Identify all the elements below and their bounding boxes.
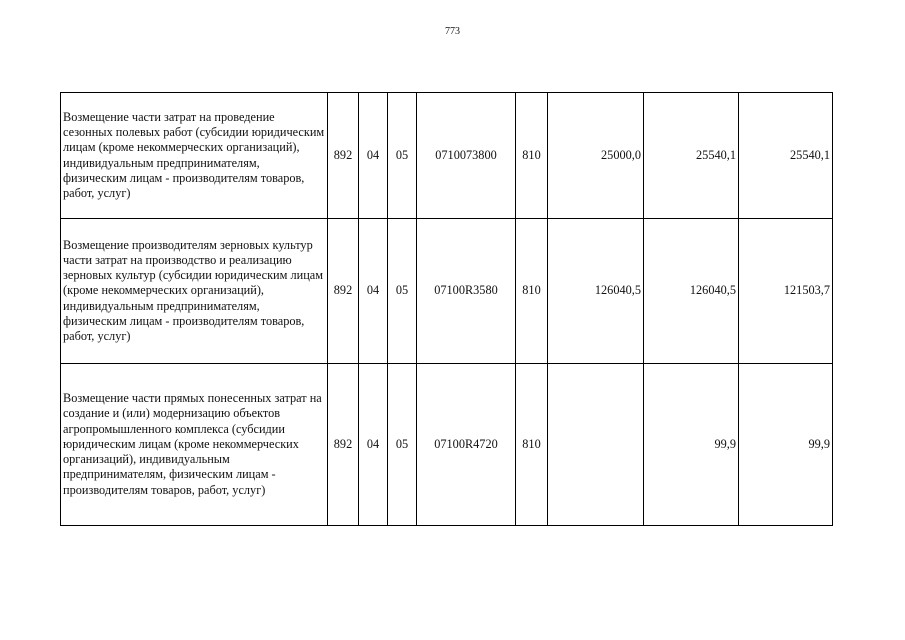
grbs-code: 892 — [328, 93, 359, 219]
row-description: Возмещение части затрат на проведение сезонных полевых работ (субсидии юридическим лицам (кроме некоммерческих организаций), индивидуальным предпринимателям, физическим лицам - производителям товаров, работ, услуг) — [61, 93, 328, 219]
grbs-code: 892 — [328, 364, 359, 526]
target-article-code: 07100R3580 — [417, 219, 516, 364]
page-number: 773 — [445, 26, 460, 37]
section-code: 04 — [359, 93, 388, 219]
target-article-code: 0710073800 — [417, 93, 516, 219]
expense-type-code: 810 — [516, 93, 548, 219]
table-row — [61, 219, 833, 364]
subsection-code: 05 — [388, 219, 417, 364]
amount-year-2: 99,9 — [644, 364, 739, 526]
table-row — [61, 93, 833, 219]
amount-year-1: 25000,0 — [548, 93, 644, 219]
amount-year-3: 99,9 — [739, 364, 833, 526]
expense-type-code: 810 — [516, 219, 548, 364]
amount-year-2: 25540,1 — [644, 93, 739, 219]
section-code: 04 — [359, 219, 388, 364]
target-article-code: 07100R4720 — [417, 364, 516, 526]
subsection-code: 05 — [388, 364, 417, 526]
budget-table — [60, 92, 833, 526]
grbs-code: 892 — [328, 219, 359, 364]
amount-year-1: 126040,5 — [548, 219, 644, 364]
expense-type-code: 810 — [516, 364, 548, 526]
amount-year-3: 25540,1 — [739, 93, 833, 219]
amount-year-1 — [548, 364, 644, 526]
subsection-code: 05 — [388, 93, 417, 219]
section-code: 04 — [359, 364, 388, 526]
row-description: Возмещение производителям зерновых культур части затрат на производство и реализацию зерновых культур (субсидии юридическим лицам (кроме некоммерческих организаций), индивидуальным предпринимателям, физическим лицам - производителям товаров, работ, услуг) — [61, 219, 328, 364]
table-row — [61, 364, 833, 526]
amount-year-2: 126040,5 — [644, 219, 739, 364]
amount-year-3: 121503,7 — [739, 219, 833, 364]
row-description: Возмещение части прямых понесенных затрат на создание и (или) модернизацию объектов агропромышленного комплекса (субсидии юридическим лицам (кроме некоммерческих организаций), индивидуальным предпринимателям, физическим лицам - производителям товаров, работ, услуг) — [61, 364, 328, 526]
